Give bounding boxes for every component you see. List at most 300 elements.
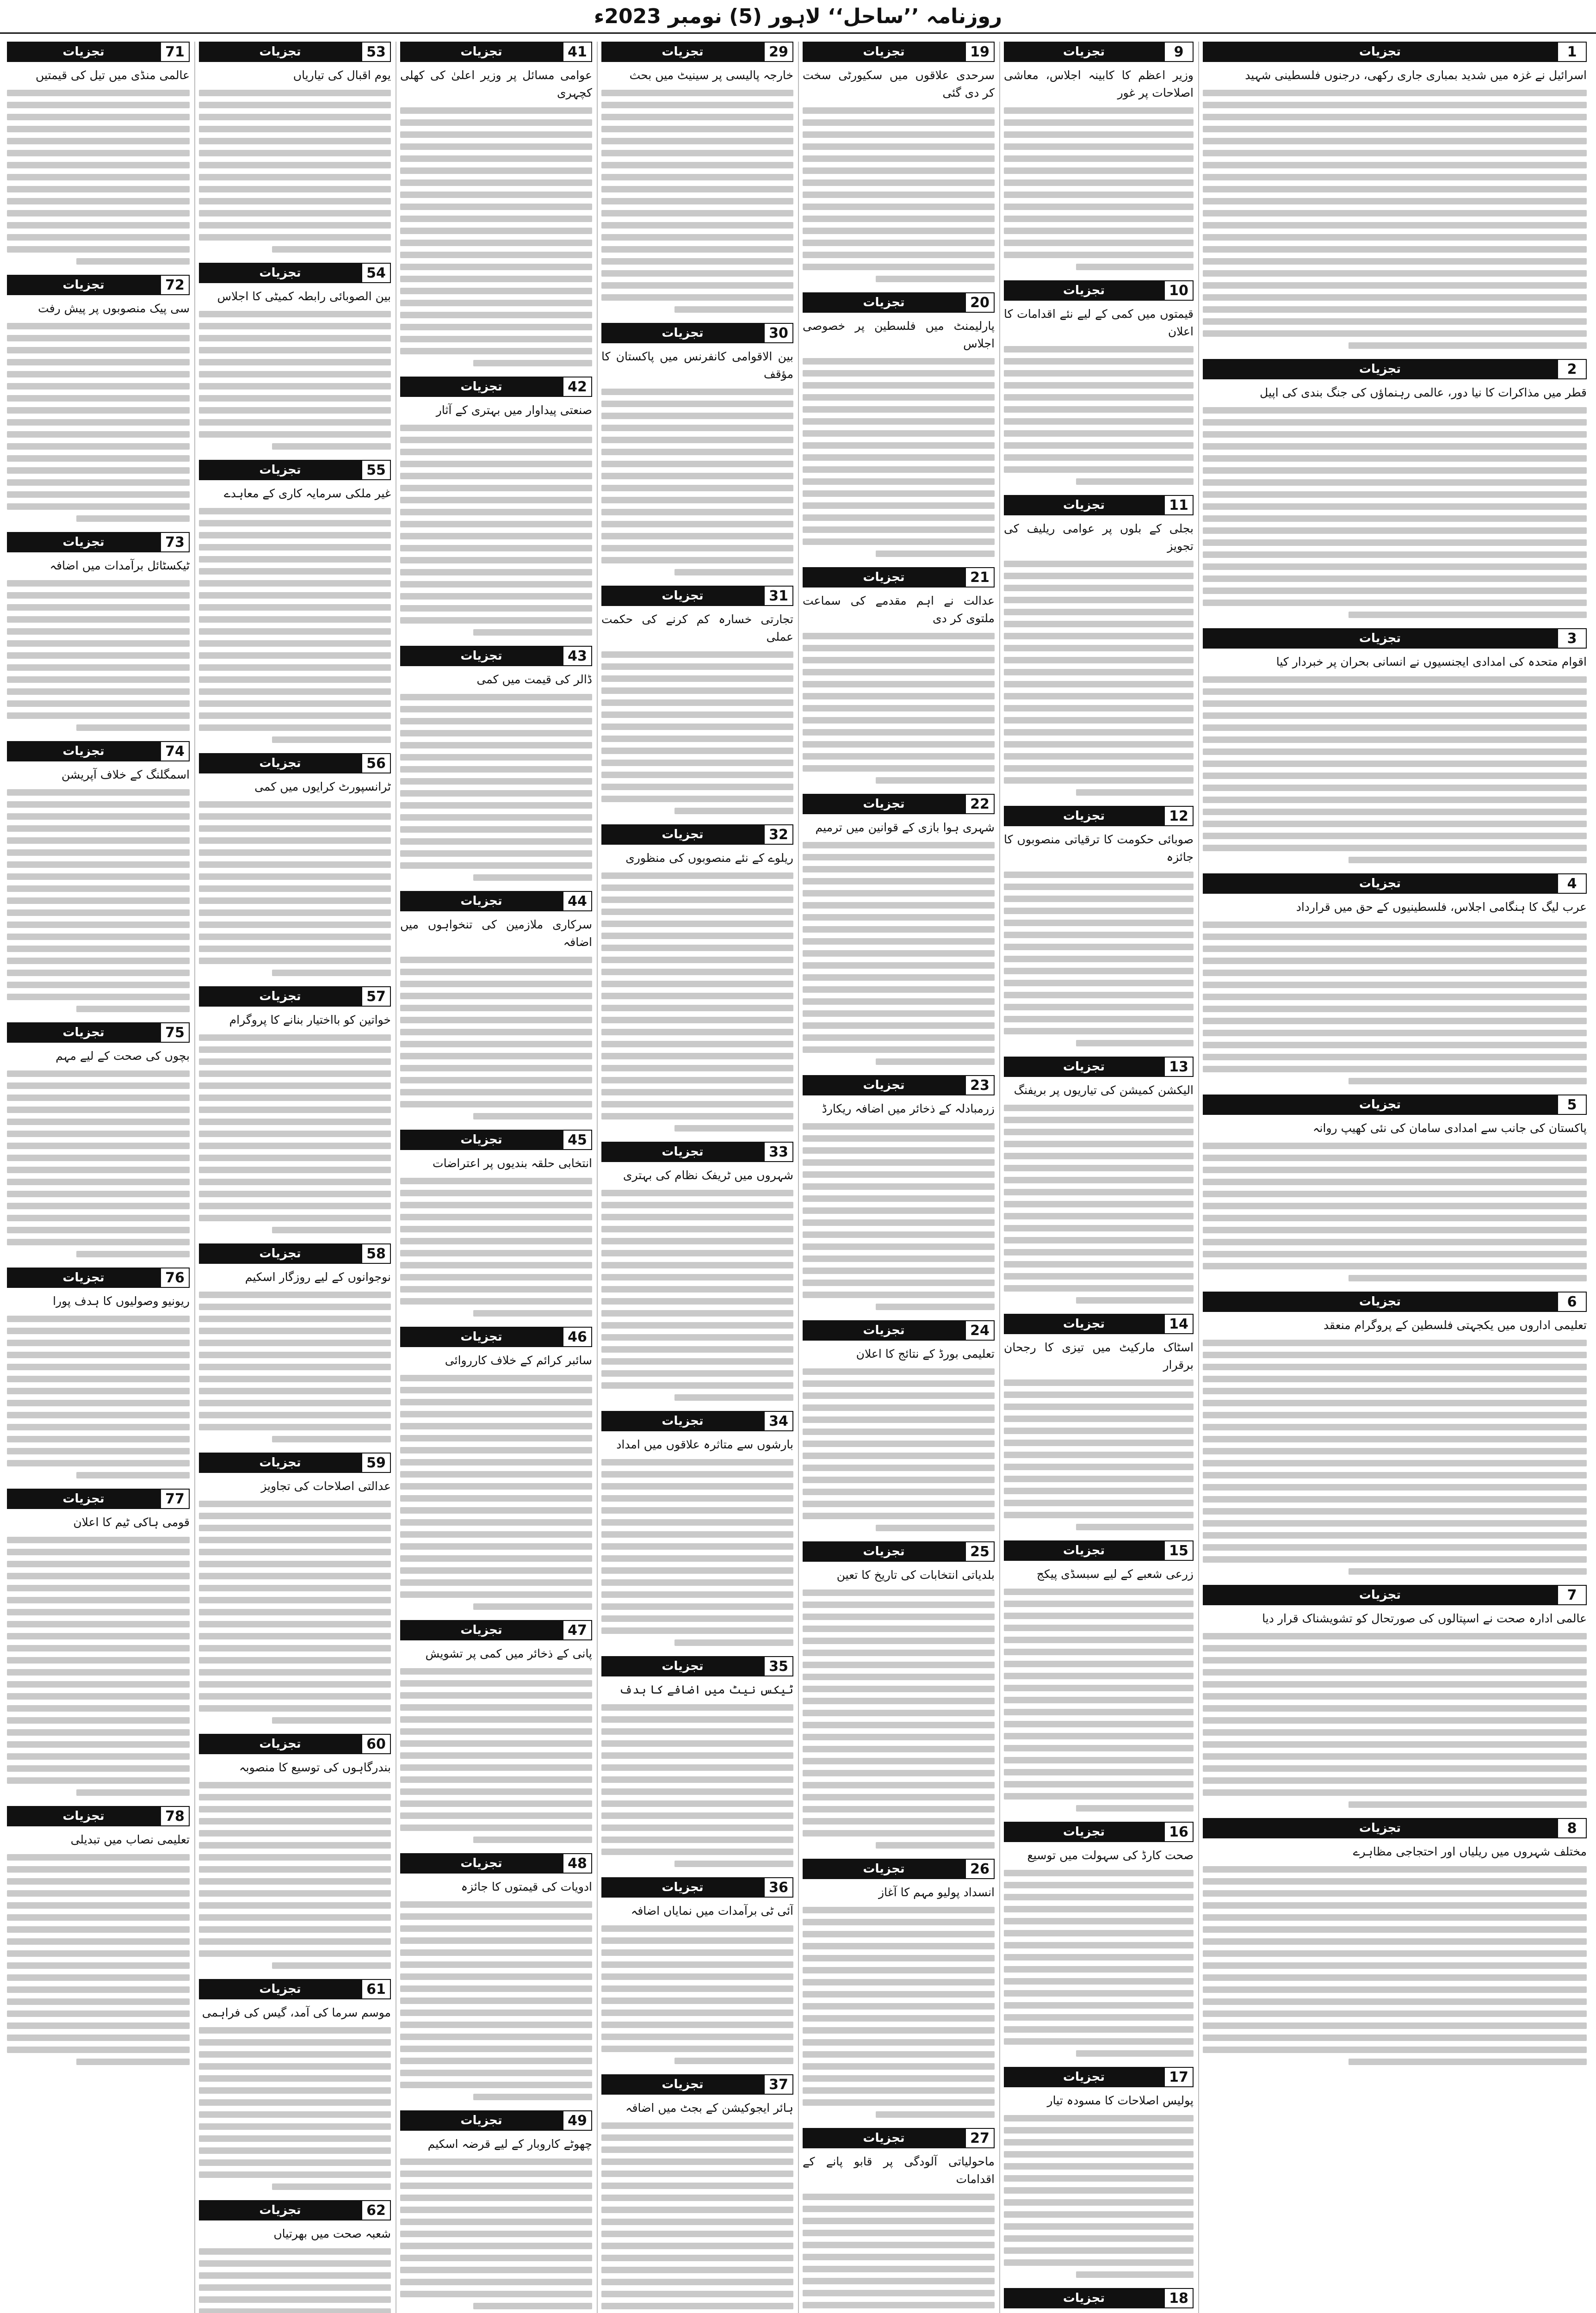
text-line [199,1034,391,1041]
news-item-body-text [7,789,190,1012]
news-item-lead: صنعتی پیداوار میں بہتری کے آثار [436,403,592,417]
text-line [601,485,793,491]
text-line [400,1764,592,1771]
text-line [7,676,190,683]
text-line [400,300,592,306]
text-line [199,946,391,952]
text-line [803,890,995,897]
text-line [1203,1352,1587,1358]
text-line [1203,748,1587,755]
text-line [803,1943,995,1949]
text-line [1203,186,1587,192]
text-line [1203,761,1587,767]
text-line [1203,527,1587,534]
text-line [601,258,793,265]
text-line [400,449,592,455]
text-line [400,2267,592,2273]
news-item-body-text [400,1668,592,1843]
text-line [199,1525,391,1531]
text-line [400,1800,592,1807]
text-line [7,1962,190,1969]
text-line [1203,1054,1587,1060]
text-line [7,1424,190,1430]
text-line [1349,1568,1587,1575]
text-line [1203,1645,1587,1651]
text-line [803,2302,995,2308]
news-item-lead: قومی ہاکی ٹیم کا اعلان [73,1515,190,1529]
news-column [400,42,592,2313]
text-line [199,419,391,426]
text-line [7,837,190,844]
news-item-body-text [601,1925,793,2064]
news-item-lead: پانی کے ذخائر میں کمی پر تشویش [425,1647,592,1660]
news-item-number: 72 [160,275,190,295]
text-line [199,1794,391,1800]
text-line [1004,1709,1194,1715]
text-line [1203,1155,1587,1161]
text-line [601,884,793,891]
text-line [601,1937,793,1944]
news-item-number: 61 [361,1979,391,1999]
news-item-header [1203,42,1587,62]
news-item-tag: تجزیات [7,1806,160,1826]
text-line [1004,179,1194,186]
text-line [7,909,190,916]
text-line [601,933,793,939]
text-line [601,760,793,766]
text-line [400,2034,592,2040]
text-line [400,1716,592,1723]
text-line [1203,407,1587,414]
text-line [1349,1078,1587,1084]
text-line [601,1495,793,1502]
news-column [1004,42,1194,2313]
text-line [803,442,995,449]
text-line [803,902,995,909]
text-line [601,651,793,658]
news-item-body-text [1004,561,1194,796]
text-line [803,657,995,663]
news-item-header [199,753,391,773]
text-line [199,604,391,611]
text-line [400,473,592,479]
text-line [1004,406,1194,413]
text-line [1004,1165,1194,1171]
text-line [199,1705,391,1712]
text-line [1004,1129,1194,1135]
news-item-lead: وزیر اعظم کا کابینہ اجلاس، معاشی اصلاحات پر غور [1004,68,1194,99]
text-line [7,443,190,450]
text-line [199,1669,391,1676]
text-line [272,1227,391,1233]
text-line [1004,585,1194,591]
text-line [1004,1685,1194,1691]
text-line [1004,1906,1194,1912]
text-line [1203,1484,1587,1490]
text-line [803,1589,995,1596]
text-line [400,1202,592,1208]
text-line [400,485,592,491]
text-line [199,1878,391,1885]
text-line [803,1292,995,1298]
news-item-lead: ٹیکسٹائل برآمدات میں اضافہ [49,559,190,572]
text-line [7,946,190,952]
text-line [1004,430,1194,437]
text-line [803,526,995,533]
text-line [601,663,793,670]
text-line [199,1573,391,1579]
text-line [7,335,190,341]
text-line [803,1614,995,1620]
text-line [1203,1376,1587,1382]
text-line [601,1603,793,1610]
news-item-lead: عرب لیگ کا ہنگامی اجلاس، فلسطینیوں کے حق میں قرارداد [1296,900,1587,914]
text-line [601,1053,793,1059]
text-line [1203,443,1587,450]
text-line [601,1190,793,1196]
text-line [199,934,391,940]
text-line [400,216,592,222]
text-line [199,1316,391,1322]
news-item-tag: تجزیات [199,1243,361,1264]
text-line [7,1340,190,1346]
text-line [1203,198,1587,204]
news-item-body-text [1004,1589,1194,1812]
text-line [601,2146,793,2153]
news-item-tag: تجزیات [400,1620,563,1640]
text-line [400,1949,592,1956]
text-line [601,1716,793,1723]
news-item [601,1411,793,1646]
text-line [199,616,391,623]
news-item-header [199,460,391,480]
text-line [601,1949,793,1956]
text-line [876,2111,995,2118]
text-line [400,1089,592,1095]
text-line [601,2219,793,2225]
text-line [1203,479,1587,486]
text-line [601,557,793,563]
text-line [400,228,592,234]
text-line [7,1914,190,1921]
text-line [1004,1793,1194,1800]
text-line [7,1681,190,1688]
text-line [199,1938,391,1945]
text-line [199,568,391,575]
news-item [601,2074,793,2313]
news-item-tag: تجزیات [1203,1292,1557,1312]
news-item [1203,1095,1587,1281]
text-line [1203,1340,1587,1346]
news-item-tag: تجزیات [1004,2067,1164,2087]
news-item-header [601,1656,793,1676]
text-line [7,491,190,498]
news-item-body-text [400,957,592,1119]
text-line [199,323,391,329]
text-line [199,2063,391,2070]
text-line [1203,676,1587,683]
text-line [1004,1261,1194,1268]
text-line [803,370,995,377]
text-line [1004,645,1194,651]
news-item-tag: تجزیات [199,986,361,1007]
text-line [7,1669,190,1676]
text-line [601,1704,793,1711]
text-line [803,1602,995,1608]
text-line [601,736,793,742]
text-line [7,813,190,820]
news-item-lead: اقوام متحدہ کی امدادی ایجنسیوں نے انسانی بحران پر خبردار کیا [1276,655,1587,668]
text-line [1076,1805,1194,1812]
text-line [601,2291,793,2297]
text-line [199,1854,391,1861]
text-line [601,294,793,301]
text-line [400,461,592,467]
text-line [876,1525,995,1531]
news-item-tag: تجزیات [1203,628,1557,649]
text-line [1004,442,1194,449]
text-line [400,1901,592,1908]
news-item-body-text [7,1854,190,2065]
text-line [803,1806,995,1812]
text-line [803,228,995,234]
text-line [199,1143,391,1149]
text-line [400,2255,592,2261]
news-item-number: 41 [563,42,592,62]
news-item [1203,42,1587,349]
news-item [601,586,793,814]
news-item [1004,2067,1194,2278]
text-line [199,1215,391,1221]
text-line [199,1364,391,1370]
text-line [7,1376,190,1382]
news-item-lead: تعلیمی نصاب میں تبدیلی [70,1833,190,1846]
news-item-tag: تجزیات [1004,42,1164,62]
text-line [199,395,391,402]
text-line [7,1364,190,1370]
text-line [1203,162,1587,168]
text-line [7,407,190,414]
text-line [601,1973,793,1980]
text-line [7,1777,190,1784]
text-line [1004,1954,1194,1960]
text-line [7,592,190,599]
news-item-body-text [601,872,793,1132]
text-line [199,700,391,707]
text-line [803,962,995,969]
text-line [400,1471,592,1478]
news-item-number: 44 [563,891,592,911]
text-line [1004,2235,1194,2242]
text-line [7,1549,190,1555]
news-item [1203,873,1587,1084]
text-line [199,801,391,808]
text-line [1349,1801,1587,1808]
news-item-body-text [601,1190,793,1401]
news-item-header [199,986,391,1007]
text-line [199,1914,391,1921]
text-line [400,179,592,186]
news-item-body-text [400,2158,592,2309]
text-line [199,431,391,438]
text-line [400,1190,592,1196]
news-item-lead: موسم سرما کی آمد، گیس کی فراہمی [202,2006,391,2019]
news-item-body-text [1004,1870,1194,2057]
text-line [803,1955,995,1961]
news-item-number: 74 [160,741,190,761]
text-line [199,2099,391,2106]
text-line [1203,1448,1587,1454]
text-line [400,1555,592,1562]
text-line [400,2243,592,2249]
news-item-header [7,275,190,295]
text-line [400,521,592,527]
text-line [1004,1942,1194,1948]
text-line [1004,1105,1194,1111]
text-line [803,1255,995,1262]
text-line [400,790,592,797]
text-line [1203,102,1587,108]
text-line [601,2022,793,2028]
text-line [601,1752,793,1759]
text-line [7,222,190,229]
text-line [1004,370,1194,377]
text-line [1004,454,1194,461]
news-item-number: 32 [764,824,793,845]
text-line [1004,2026,1194,2033]
news-item [199,1453,391,1724]
text-line [1004,717,1194,724]
text-line [601,461,793,467]
news-item-lead: قطر میں مذاکرات کا نیا دور، عالمی رہنماؤں کی جنگ بندی کی اپیل [1260,386,1587,399]
text-line [1203,1496,1587,1503]
text-line [803,143,995,150]
news-item-header [400,891,592,911]
news-item [1203,359,1587,618]
news-item-lead: بندرگاہوں کی توسیع کا منصوبہ [239,1761,391,1774]
text-line [1004,1428,1194,1434]
text-line [803,926,995,933]
text-line [199,1304,391,1310]
text-line [803,2087,995,2094]
text-line [400,730,592,736]
text-line [199,1597,391,1603]
text-line [601,909,793,915]
text-line [803,1967,995,1973]
news-item-body-text [400,1901,592,2100]
text-line [803,2099,995,2106]
text-line [272,1717,391,1724]
text-line [7,347,190,353]
news-item-body-text [803,107,995,282]
news-item [1203,628,1587,863]
news-item [199,1734,391,1969]
text-line [199,90,391,96]
text-line [7,1537,190,1543]
news-item [601,42,793,313]
text-line [803,1782,995,1788]
text-line [400,593,592,600]
text-line [601,796,793,802]
text-line [1203,1532,1587,1539]
news-item-lead: زرعی شعبے کے لیے سبسڈی پیکج [1036,1567,1194,1581]
text-line [1203,1777,1587,1784]
text-line [400,1668,592,1675]
news-item [7,1806,190,2065]
news-item-header [400,646,592,666]
text-line [1203,1962,1587,1969]
text-line [199,2308,391,2313]
news-item-number: 6 [1557,1292,1587,1312]
news-item-lead: زرمبادلہ کے ذخائر میں اضافہ ریکارڈ [822,1102,995,1115]
text-line [7,982,190,988]
news-column [7,42,190,2313]
news-item [400,891,592,1119]
text-line [1203,210,1587,216]
text-line [473,1113,592,1119]
news-item [199,1979,391,2190]
text-line [400,1375,592,1381]
text-line [76,2059,190,2065]
text-line [199,1890,391,1897]
text-line [199,849,391,856]
text-line [400,826,592,833]
news-item-lead: اسرائیل نے غزہ میں شدید بمباری جاری رکھی، درجنوں فلسطینی شہید [1245,68,1587,82]
text-line [803,1919,995,1925]
text-line [199,2051,391,2058]
text-line [803,192,995,198]
news-item-header [803,1859,995,1879]
text-line [601,1555,793,1562]
text-line [803,1734,995,1740]
news-item-lead: عوامی مسائل پر وزیر اعلیٰ کی کھلی کچہری [400,68,592,99]
text-line [199,508,391,514]
text-line [803,1219,995,1226]
text-line [803,633,995,639]
text-line [473,2094,592,2100]
news-item-number: 12 [1164,806,1194,826]
text-line [803,1231,995,1238]
text-line [199,897,391,904]
text-line [1349,857,1587,863]
news-item-number: 77 [160,1489,190,1509]
text-line [601,945,793,951]
text-line [803,538,995,545]
text-line [400,1250,592,1256]
text-line [1004,597,1194,603]
text-line [601,687,793,694]
text-line [601,1065,793,1071]
text-line [876,1304,995,1310]
text-line [601,2034,793,2040]
text-line [1004,753,1194,760]
news-item-header [803,1075,995,1095]
text-line [1004,693,1194,699]
news-item-number: 14 [1164,1314,1194,1334]
text-line [803,2230,995,2236]
text-line [400,1101,592,1107]
text-line [1004,1990,1194,1997]
text-line [1004,681,1194,687]
news-item-header [1004,806,1194,826]
news-item-body-text [1203,1866,1587,2065]
text-line [601,1579,793,1586]
text-line [1203,515,1587,522]
text-line [803,1010,995,1017]
text-line [601,1764,793,1771]
news-item [400,42,592,366]
news-item-tag: تجزیات [1004,495,1164,515]
